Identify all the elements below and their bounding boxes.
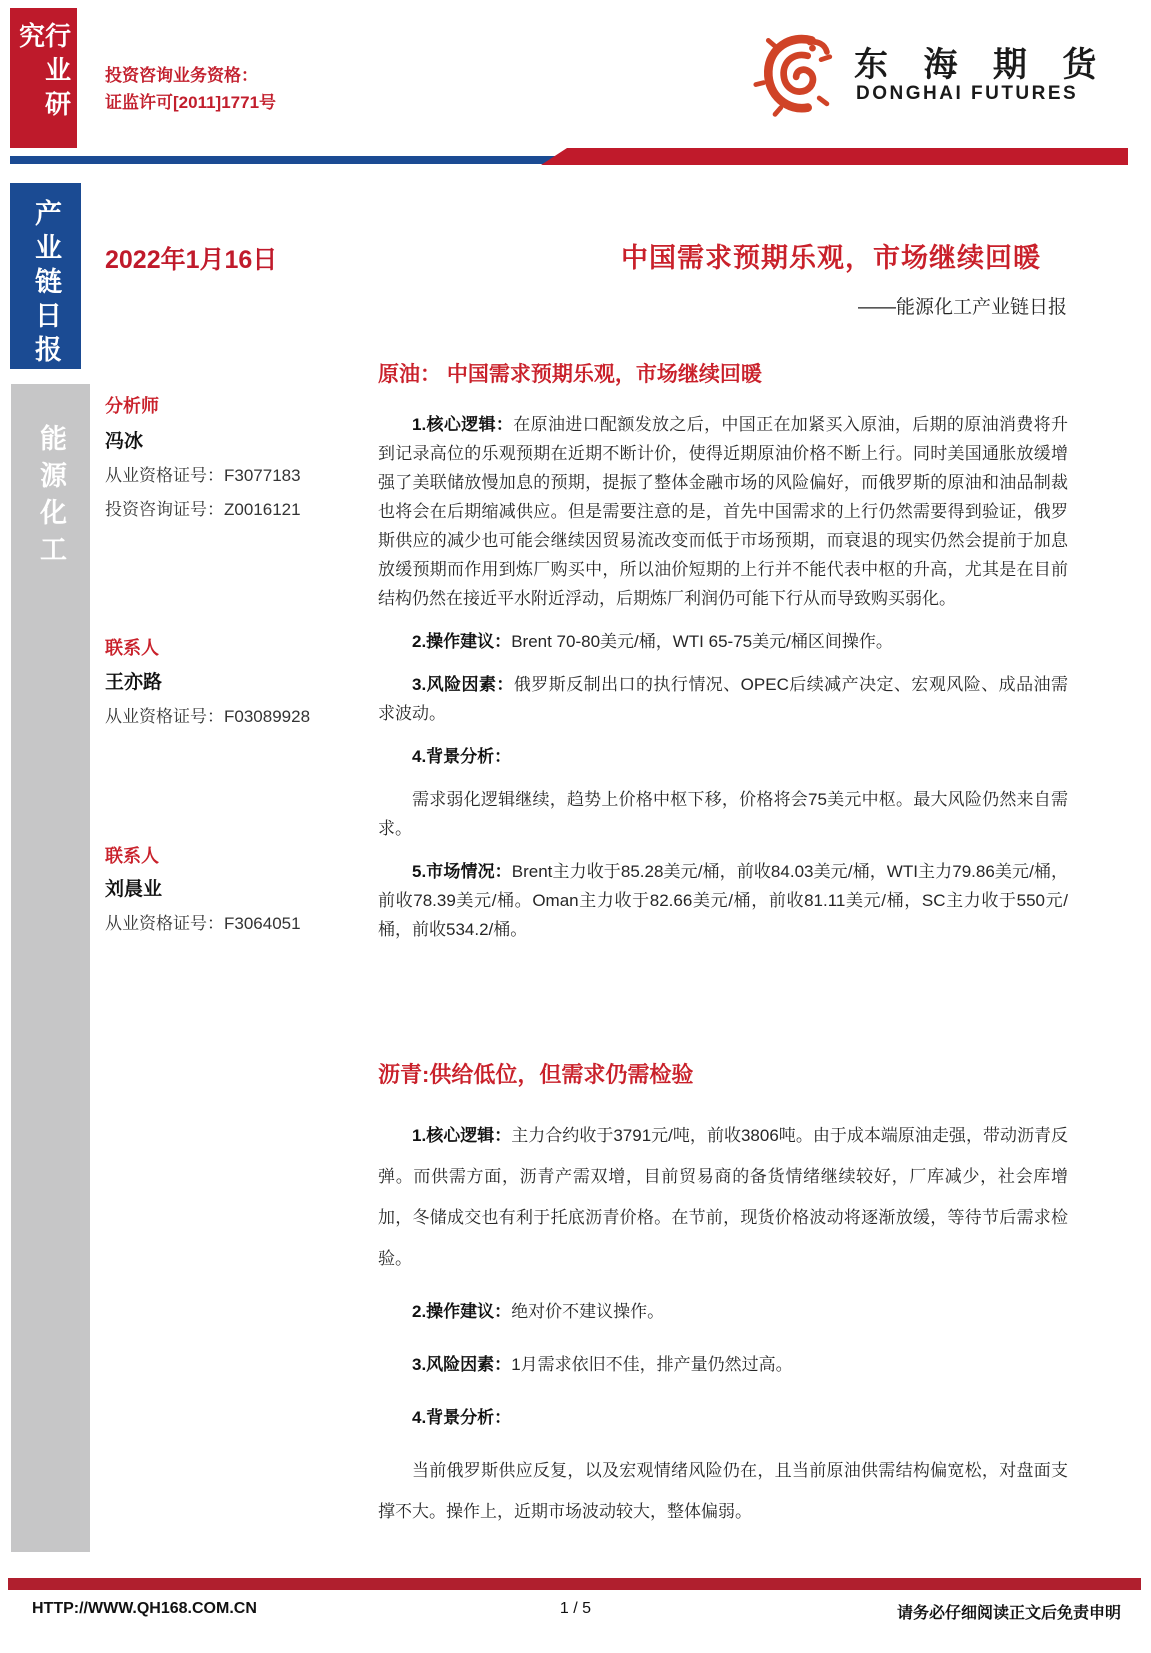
- crude-para2-text: Brent 70-80美元/桶，WTI 65-75美元/桶区间操作。: [511, 632, 893, 651]
- sidebar-tag-chain-label: 产业链日报: [31, 199, 61, 369]
- analyst-advisory-number: 投资咨询证号：Z0016121: [105, 500, 301, 519]
- sidebar-tag-chain-daily: [10, 183, 81, 369]
- asphalt-para2-label: 2.操作建议：: [412, 1302, 512, 1321]
- contact2-cert-number: 从业资格证号：F3064051: [105, 914, 301, 933]
- crude-para1-text: 在原油进口配额发放之后，中国正在加紧买入原油，后期的原油消费将升到记录高位的乐观预期在近期不断计价，使得近期原油价格不断上行。同时美国通胀放缓增强了美联储放慢加息的预期，提振了整体金融市场的风险偏好，而俄罗斯的原油和油品制裁也将会在后期缩减供应。但是需要注意的是，首先中国需求的上行仍然需要得到验证，俄罗斯供应的减少也可能会继续因贸易流改变而低于市场预期，而衰退的现实仍然会提前于加息放缓预期而作用到炼厂购买中，所以油价短期的上行并不能代表中枢的升高，尤其是在目前结构仍然在接近平水附近浮动，后期炼厂利润仍可能下行从而导致购买弱化。: [378, 415, 1068, 608]
- asphalt-paragraph-background-detail: [378, 1450, 1068, 1532]
- crude-paragraph-background: [378, 742, 1068, 771]
- footer-page-number: 1 / 5: [559, 1600, 592, 1617]
- contact1-cert-number: 从业资格证号：F03089928: [105, 707, 311, 726]
- asphalt-paragraph-core-logic: [378, 1115, 1068, 1279]
- crude-para6-text: Brent主力收于85.28美元/桶，前收84.03美元/桶，WTI主力79.86美元/桶，前收78.39美元/桶。Oman主力收于82.66美元/桶，前收81.11美元/桶，SC主力收于550元/桶，前收534.2/桶。: [378, 862, 1068, 939]
- crude-para6-label: 5.市场情况：: [412, 862, 512, 881]
- footer-disclaimer: 请务必仔细阅读正文后免责申明: [896, 1605, 1121, 1622]
- report-date: 2022年1月16日: [105, 246, 278, 274]
- asphalt-paragraph-risk: [378, 1344, 1068, 1385]
- analyst-cert-number: 从业资格证号：F3077183: [105, 466, 301, 485]
- asphalt-paragraph-operation: [378, 1291, 1068, 1332]
- crude-paragraph-background-detail: [378, 785, 1068, 843]
- sidebar-tag-energy-chem: [11, 384, 90, 1552]
- sidebar-tag-industry-label: 行业研究: [15, 22, 72, 124]
- section-crude-oil: [378, 358, 1068, 958]
- header-red-bar: [541, 148, 1128, 165]
- logo-english-name: DONGHAI FUTURES: [856, 83, 1079, 104]
- report-subtitle: ——能源化工产业链日报: [857, 297, 1067, 318]
- asphalt-para3-text: 1月需求依旧不佳，排产量仍然过高。: [511, 1355, 793, 1374]
- crude-paragraph-core-logic: [378, 410, 1068, 613]
- crude-paragraph-market: [378, 857, 1068, 944]
- logo-chinese-name: 东 海 期 货: [854, 46, 1110, 84]
- qualification-line2: 证监许可[2011]1771号: [105, 93, 277, 112]
- sidebar-tag-energy-label: 能源化工: [36, 424, 66, 572]
- crude-paragraph-operation: [378, 627, 1068, 656]
- crude-para3-text: 俄罗斯反制出口的执行情况、OPEC后续减产决定、宏观风险、成品油需求波动。: [378, 675, 1068, 723]
- crude-para2-label: 2.操作建议：: [412, 632, 512, 651]
- crude-para1-label: 1.核心逻辑：: [412, 415, 514, 434]
- crude-section-heading: 原油： 中国需求预期乐观，市场继续回暖: [378, 363, 762, 386]
- qualification-line1: 投资咨询业务资格：: [105, 66, 258, 85]
- dragon-logo-icon: [752, 27, 848, 123]
- asphalt-para5-text: 当前俄罗斯供应反复，以及宏观情绪风险仍在，且当前原油供需结构偏宽松，对盘面支撑不大。操作上，近期市场波动较大，整体偏弱。: [378, 1461, 1068, 1521]
- analyst-role-label: 分析师: [105, 396, 159, 416]
- qualification-text: [105, 62, 276, 116]
- sidebar-tag-industry-research: [10, 8, 77, 148]
- header-blue-bar: [10, 156, 560, 164]
- crude-para3-label: 3.风险因素：: [412, 675, 514, 694]
- asphalt-paragraph-background: [378, 1397, 1068, 1438]
- company-logo: [752, 25, 1110, 125]
- crude-paragraph-risk: [378, 670, 1068, 728]
- footer-red-bar: [8, 1578, 1141, 1590]
- asphalt-para1-label: 1.核心逻辑：: [412, 1126, 512, 1145]
- contact1-role-label: 联系人: [105, 638, 159, 658]
- crude-para4-label: 4.背景分析：: [412, 747, 512, 766]
- analyst-name: 冯冰: [105, 431, 144, 452]
- footer-website-url: HTTP://WWW.QH168.COM.CN: [32, 1600, 257, 1617]
- asphalt-section-heading: 沥青:供给低位，但需求仍需检验: [378, 1062, 694, 1087]
- asphalt-para3-label: 3.风险因素：: [412, 1355, 512, 1374]
- asphalt-para4-label: 4.背景分析：: [412, 1408, 512, 1427]
- contact2-role-label: 联系人: [105, 846, 159, 866]
- contact1-name: 王亦路: [105, 672, 163, 693]
- report-title: 中国需求预期乐观，市场继续回暖: [621, 243, 1041, 273]
- asphalt-para1-text: 主力合约收于3791元/吨，前收3806吨。由于成本端原油走强，带动沥青反弹。而供需方面，沥青产需双增，目前贸易商的备货情绪继续较好，厂库减少，社会库增加，冬储成交也有利于托底沥青价格。在节前，现货价格波动将逐渐放缓，等待节后需求检验。: [378, 1126, 1069, 1268]
- crude-para5-text: 需求弱化逻辑继续，趋势上价格中枢下移，价格将会75美元中枢。最大风险仍然来自需求。: [378, 790, 1068, 838]
- section-asphalt: [378, 1058, 1068, 1544]
- asphalt-para2-text: 绝对价不建议操作。: [511, 1302, 665, 1321]
- contact2-name: 刘晨业: [105, 879, 163, 900]
